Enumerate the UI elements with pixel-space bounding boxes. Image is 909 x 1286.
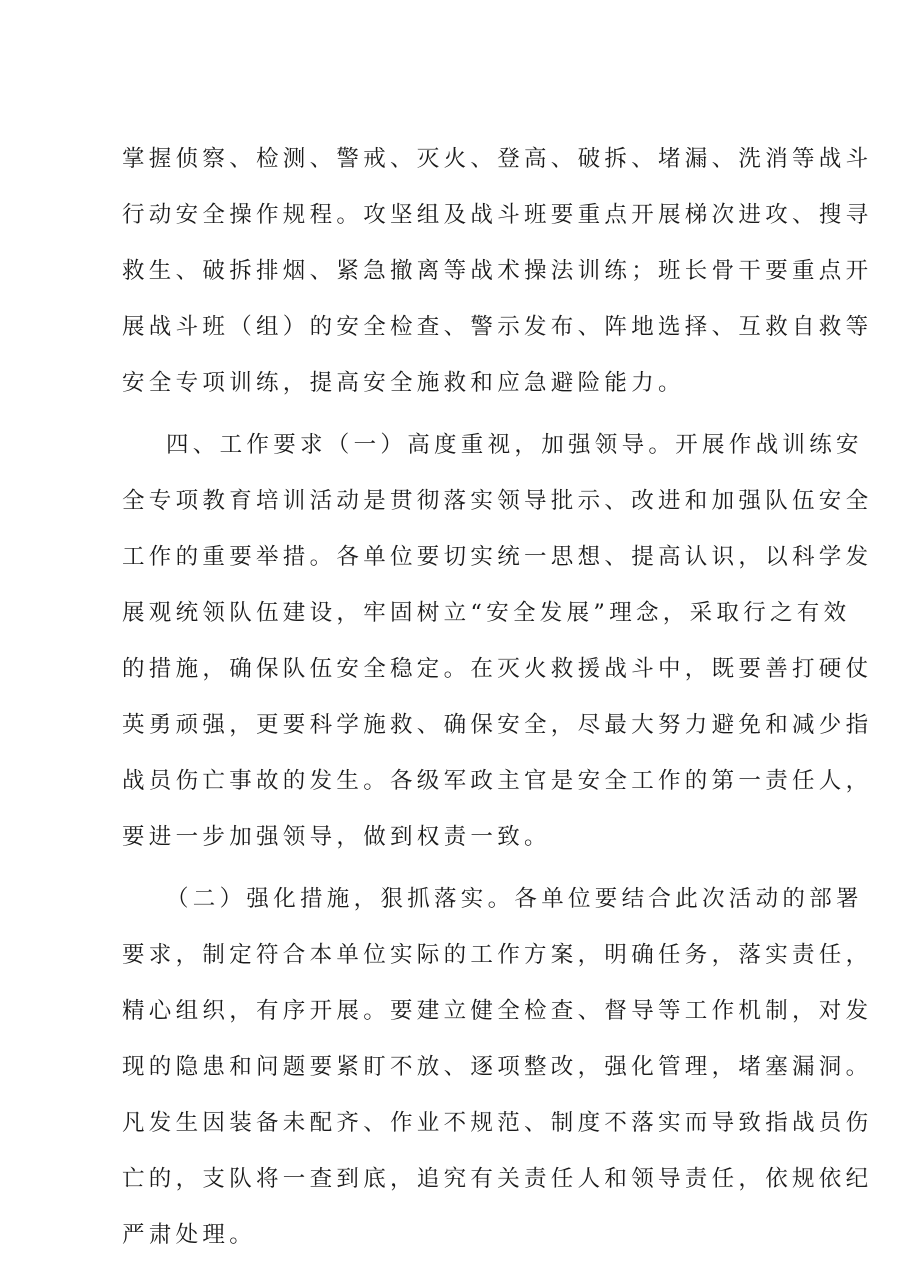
text-line: 四、工作要求（一）高度重视，加强领导。开展作战训练安 (166, 432, 863, 458)
text-line: 严肃处理。 (122, 1222, 257, 1248)
text-line: （二）强化措施，狠抓落实。各单位要结合此次活动的部署 (166, 886, 863, 912)
text-line: 要求，制定符合本单位实际的工作方案，明确任务，落实责任， (122, 942, 873, 968)
text-line: 凡发生因装备未配齐、作业不规范、制度不落实而导致指战员伤 (122, 1110, 873, 1136)
text-line: 展战斗班（组）的安全检查、警示发布、阵地选择、互救自救等 (122, 314, 873, 340)
paragraph-3 (122, 881, 873, 1273)
paragraph-1 (122, 141, 873, 421)
text-line: 救生、破拆排烟、紧急撤离等战术操法训练；班长骨干要重点开 (122, 258, 873, 284)
text-line: 亡的，支队将一查到底，追究有关责任人和领导责任，依规依纪 (122, 1166, 873, 1192)
text-line: 精心组织，有序开展。要建立健全检查、督导等工作机制，对发 (122, 998, 873, 1024)
text-line: 掌握侦察、检测、警戒、灭火、登高、破拆、堵漏、洗消等战斗 (122, 146, 873, 172)
text-line: 战员伤亡事故的发生。各级军政主官是安全工作的第一责任人， (122, 768, 873, 794)
text-line: 的措施，确保队伍安全稳定。在灭火救援战斗中，既要善打硬仗 (122, 656, 873, 682)
text-line: 要进一步加强领导，做到权责一致。 (122, 824, 551, 850)
text-line: 英勇顽强，更要科学施救、确保安全，尽最大努力避免和减少指 (122, 712, 873, 738)
text-line: 行动安全操作规程。攻坚组及战斗班要重点开展梯次进攻、搜寻 (122, 202, 873, 228)
text-line: 工作的重要举措。各单位要切实统一思想、提高认识，以科学发 (122, 544, 873, 570)
text-line: 展观统领队伍建设，牢固树立“安全发展”理念，采取行之有效 (122, 600, 851, 626)
paragraph-2 (122, 427, 873, 875)
document-page (122, 141, 873, 1273)
text-line: 全专项教育培训活动是贯彻落实领导批示、改进和加强队伍安全 (122, 488, 873, 514)
text-line: 安全专项训练，提高安全施救和应急避险能力。 (122, 370, 685, 396)
text-line: 现的隐患和问题要紧盯不放、逐项整改，强化管理，堵塞漏洞。 (122, 1054, 873, 1080)
